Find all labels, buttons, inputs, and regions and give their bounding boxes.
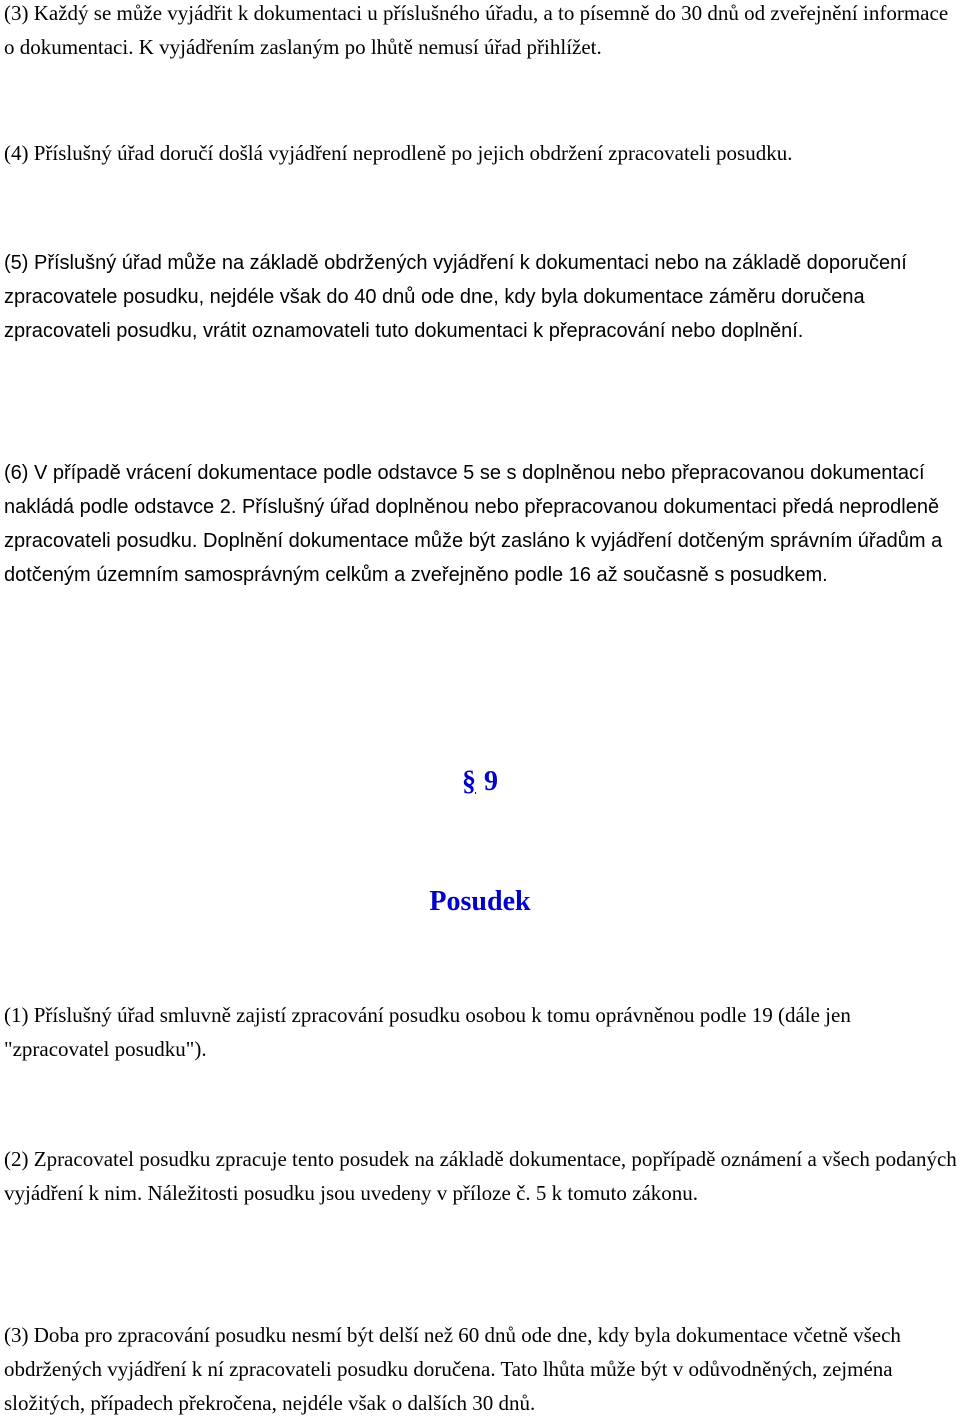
paragraph-9-2: (2) Zpracovatel posudku zpracuje tento posudek na základě dokumentace, popřípadě oznámení a všech podaných vyjádření k nim. Náležitosti posudku jsou uvedeny v příloze č. 5 k tomuto zákonu.	[4, 1147, 957, 1205]
paragraph-8-6: (6) V případě vrácení dokumentace podle odstavce 5 se s doplněnou nebo přepracovanou dokumentací nakládá podle odstavce 2. Příslušný úřad doplněnou nebo přepracovanou dokumentaci předá neprodleně zpracovateli posudku. Doplnění dokumentace může být zasláno k vyjádření dotčeným správním úřadům a dotčeným územním samosprávným celkům a zveřejněno podle 16 až současně s posudkem.	[4, 462, 943, 586]
paragraph-9-3: (3) Doba pro zpracování posudku nesmí být delší než 60 dnů ode dne, kdy byla dokumentace včetně všech obdržených vyjádření k ní zpracovateli posudku doručena. Tato lhůta může být v odůvodněných, zejména složitých, případech překročena, nejdéle však o dalších 30 dnů.	[4, 1323, 901, 1415]
section-sign: §	[462, 766, 476, 797]
paragraph-8-5: (5) Příslušný úřad může na základě obdržených vyjádření k dokumentaci nebo na základě doporučení zpracovatele posudku, nejdéle však do 40 dnů ode dne, kdy byla dokumentace záměru doručena zpracovateli posudku, vrátit oznamovateli tuto dokumentaci k přepracování nebo doplnění.	[4, 252, 907, 342]
section-title: Posudek	[429, 886, 531, 917]
section-number-heading	[0, 764, 960, 800]
paragraph-8-4: (4) Příslušný úřad doručí došlá vyjádření neprodleně po jejich obdržení zpracovateli posudku.	[4, 141, 793, 165]
paragraph-8-3: (3) Každý se může vyjádřit k dokumentaci u příslušného úřadu, a to písemně do 30 dnů od zveřejnění informace o dokumentaci. K vyjádřením zaslaným po lhůtě nemusí úřad přihlížet.	[4, 1, 949, 59]
section-number: 9	[484, 766, 498, 797]
paragraph-9-1: (1) Příslušný úřad smluvně zajistí zpracování posudku osobou k tomu oprávněnou podle 19 (dále jen "zpracovatel posudku").	[4, 1003, 851, 1061]
